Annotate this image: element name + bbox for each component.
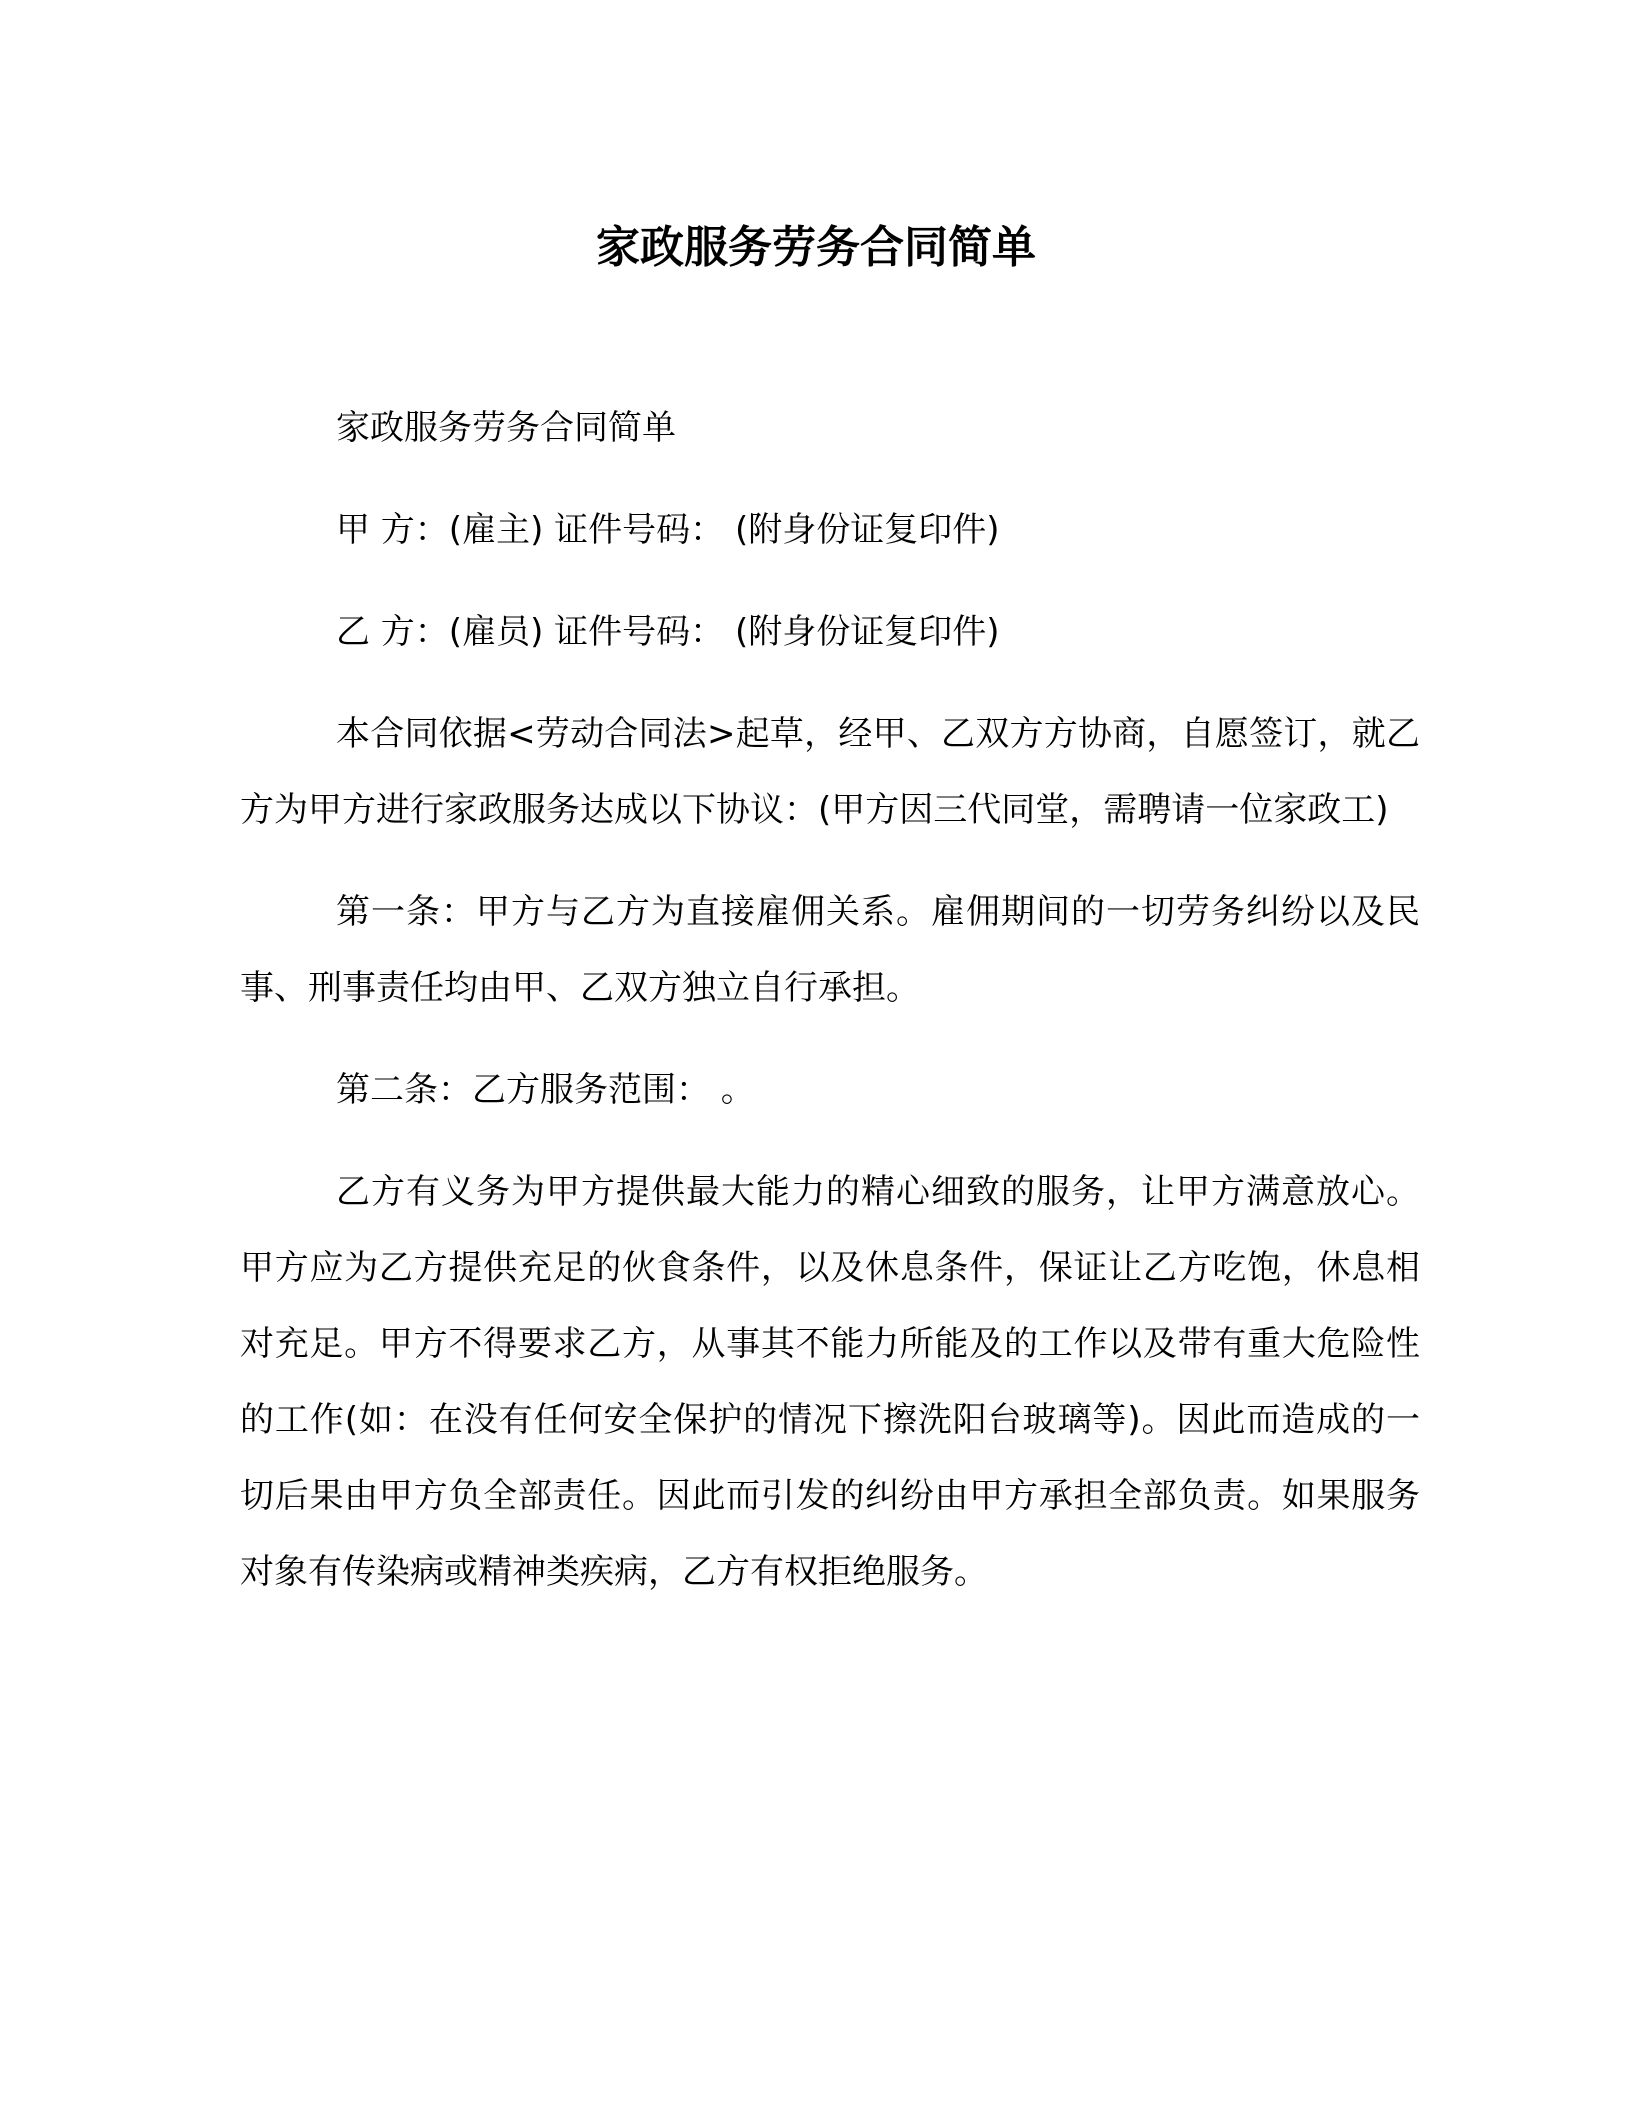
document-body <box>240 390 1420 1636</box>
preamble-paragraph: 本合同依据<劳动合同法>起草，经甲、乙双方方协商，自愿签订，就乙方为甲方进行家政服务达成以下协议：(甲方因三代同堂，需聘请一位家政工) <box>240 714 1420 830</box>
subtitle-paragraph: 家政服务劳务合同简单 <box>336 408 676 448</box>
obligations-paragraph: 乙方有义务为甲方提供最大能力的精心细致的服务，让甲方满意放心。甲方应为乙方提供充足的伙食条件，以及休息条件，保证让乙方吃饱，休息相对充足。甲方不得要求乙方，从事其不能力所能及的工作以及带有重大危险性的工作(如：在没有任何安全保护的情况下擦洗阳台玻璃等)。因此而造成的一切后果由甲方负全部责任。因此而引发的纠纷由甲方承担全部负责。如果服务对象有传染病或精神类疾病，乙方有权拒绝服务。 <box>240 1172 1420 1592</box>
document-title: 家政服务劳务合同简单 <box>596 222 1036 273</box>
party-b-line: 乙 方：(雇员) 证件号码： (附身份证复印件) <box>336 612 1000 652</box>
party-a-line: 甲 方：(雇主) 证件号码： (附身份证复印件) <box>336 510 1000 550</box>
article-two-paragraph: 第二条：乙方服务范围： 。 <box>336 1070 755 1110</box>
article-one-paragraph: 第一条：甲方与乙方为直接雇佣关系。雇佣期间的一切劳务纠纷以及民事、刑事责任均由甲、乙双方独立自行承担。 <box>240 892 1420 1008</box>
